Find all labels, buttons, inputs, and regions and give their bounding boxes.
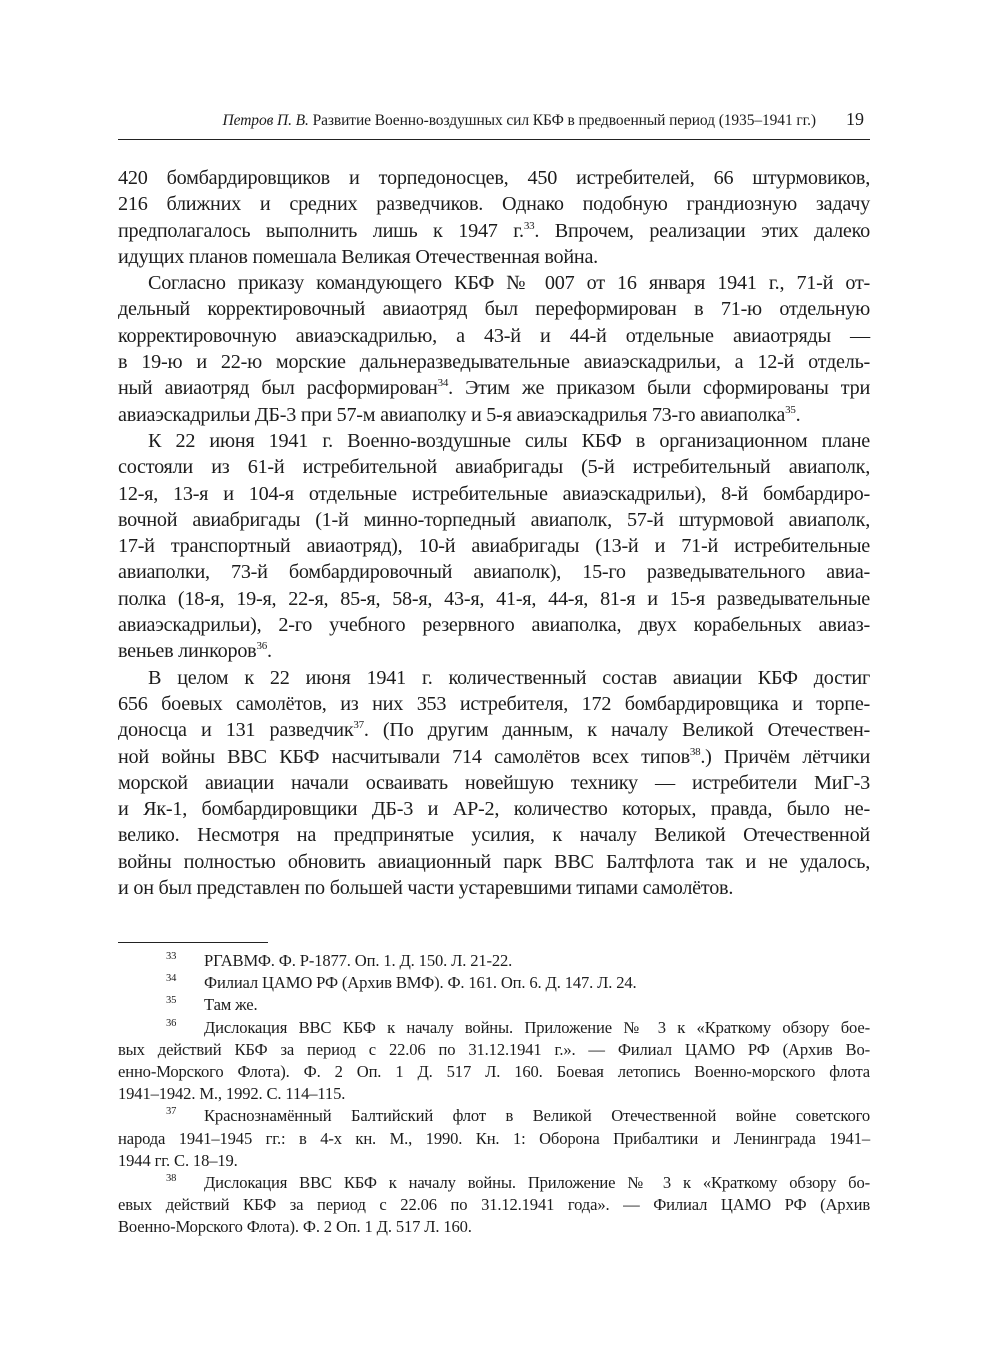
footnote-text-line: народа 1941–1945 гг.: в 4-х кн. М., 1990. Кн. 1: Оборона Прибалтики и Ленинграда 1941– (118, 1128, 870, 1148)
text-line: авиаполки, 73-й бомбардировочный авиаполк), 15-го разведывательного авиа- (118, 561, 870, 584)
text-line: идущих планов помешала Великая Отечественная война. (118, 245, 598, 268)
text-line: полка (18-я, 19-я, 22-я, 85-я, 58-я, 43-я, 41-я, 44-я, 81-я и 15-я разведывательные (118, 587, 870, 610)
text-segment: .) Причём лётчики (700, 745, 870, 768)
footnote (118, 994, 870, 1016)
footnote-text-line: Краснознамённый Балтийский флот в Великой Отечественной войне советского (204, 1106, 870, 1126)
text-line: дельный корректировочный авиаотряд был переформирован в 71-ю отдельную (118, 298, 870, 321)
text-line: В целом к 22 июня 1941 г. количественный состав авиации КБФ достиг (148, 666, 870, 689)
text-line: в 19-ю и 22-ю морские дальнеразведывательные авиаэскадрильи, а 12-й отдель- (118, 351, 870, 374)
footnote-number: 33 (166, 951, 177, 962)
main-text (118, 165, 870, 901)
footnote (118, 1172, 870, 1239)
text-line: 656 боевых самолётов, из них 353 истребителя, 172 бомбардировщика и торпе- (118, 692, 870, 715)
footnote-line (118, 1172, 870, 1194)
text-line: К 22 июня 1941 г. Военно-воздушные силы КБФ в организационном плане (148, 429, 870, 452)
text-segment: . (795, 403, 801, 426)
footnote-line (118, 1017, 870, 1039)
text-segment: . (По другим данным, к началу Великой Отечествен- (363, 719, 871, 742)
text-line: морской авиации начали осваивать новейшую технику — истребители МиГ-3 (118, 771, 870, 794)
header-author: Петров П. В. (222, 112, 309, 129)
text-line: 420 бомбардировщиков и торпедоносцев, 450 истребителей, 66 штурмовиков, (118, 167, 870, 189)
footnote-text-line: енно-Морского Флота). Ф. 2 Оп. 1 Д. 517 Л. 160. Боевая летопись Военно-морского флота (118, 1061, 870, 1081)
footnote-reference[interactable]: 34 (437, 377, 449, 390)
paragraph (118, 165, 870, 270)
running-header (118, 108, 870, 138)
text-segment: веньев линкоров (118, 640, 257, 663)
text-segment: ный авиаотряд был расформирован (118, 377, 438, 400)
text-line: 12-я, 13-я и 104-я отдельные истребительные авиаэскадрильи), 8-й бомбардиро- (118, 482, 870, 505)
text-line (118, 744, 870, 770)
footnote-text-line: 1944 гг. С. 18–19. (118, 1150, 238, 1170)
text-segment: . (266, 640, 272, 663)
footnote-text-line: Военно-Морского Флота). Ф. 2 Оп. 1 Д. 517 Л. 160. (118, 1217, 472, 1237)
footnotes (118, 950, 870, 1238)
footnote-number: 34 (166, 973, 177, 985)
text-line: и он был представлен по большей части устаревшими типами самолётов. (118, 877, 734, 900)
text-line: вочной авиабригады (1-й минно-торпедный авиаполк, 57-й штурмовой авиаполк, (118, 508, 870, 531)
paragraph (118, 428, 870, 665)
text-line (118, 375, 870, 401)
text-line: и Як-1, бомбардировщики ДБ-3 и АР-2, количество которых, правда, было не- (118, 798, 870, 821)
footnote-number: 38 (166, 1172, 177, 1184)
footnote-number: 37 (166, 1106, 177, 1118)
text-line: 216 ближних и средних разведчиков. Однако подобную грандиозную задачу (118, 193, 870, 216)
text-line: авиаэскадрильи), 2-го учебного резервного авиаполка, двух корабельных авиаз- (118, 614, 870, 637)
text-segment: . Этим же приказом были сформированы три (448, 377, 870, 400)
text-line: состояли из 61-й истребительной авиабригады (5-й истребительный авиаполк, (118, 456, 870, 479)
footnote-text-line: евых действий КБФ за период с 22.06 по 31.12.1941 года». — Филиал ЦАМО РФ (Архив (118, 1195, 870, 1215)
text-segment: . Впрочем, реализации этих далеко (534, 219, 870, 242)
header-rule (118, 139, 870, 140)
footnote-number: 36 (166, 1017, 177, 1029)
paragraph (118, 270, 870, 428)
footnote-reference[interactable]: 38 (689, 745, 701, 758)
footnote (118, 950, 870, 972)
text-segment: доносца и 131 разведчик (118, 719, 354, 742)
footnote-text-line: РГАВМФ. Ф. Р-1877. Оп. 1. Д. 150. Л. 21-22. (204, 951, 513, 970)
footnote-reference[interactable]: 36 (256, 640, 267, 653)
footnote (118, 1017, 870, 1106)
text-line: 17-й транспортный авиаотряд), 10-й авиабригады (13-й и 71-й истребительные (118, 535, 870, 558)
footnote-line (118, 972, 870, 994)
page-number: 19 (846, 109, 864, 129)
footnote-line (118, 1105, 870, 1127)
footnote-line (118, 950, 870, 972)
text-segment: ной войны ВВС КБФ насчитывали 714 самолётов всех типов (118, 745, 690, 768)
text-line: корректировочную авиаэскадрилью, а 43-й и 44-й отдельные авиаотряды — (118, 324, 870, 347)
footnote-text-line: 1941–1942. М., 1992. С. 114–115. (118, 1084, 346, 1104)
footnote-text-line: вых действий КБФ за период с 22.06 по 31.12.1941 г.». — Филиал ЦАМО РФ (Архив Во- (118, 1039, 870, 1059)
footnote-reference[interactable]: 35 (785, 403, 796, 416)
footnote (118, 972, 870, 994)
header-article-title: Развитие Военно-воздушных сил КБФ в предвоенный период (1935–1941 гг.) (308, 112, 816, 129)
footnote-reference[interactable]: 37 (353, 719, 364, 732)
text-line (118, 218, 870, 244)
footnote-text-line: Дислокация ВВС КБФ к началу войны. Приложение № 3 к «Краткому обзору бое- (204, 1017, 870, 1037)
running-header-title (223, 112, 816, 130)
text-segment: предполагалось выполнить лишь к 1947 г. (118, 219, 524, 242)
footnote-text-line: Филиал ЦАМО РФ (Архив ВМФ). Ф. 161. Оп. 6. Д. 147. Л. 24. (204, 973, 637, 993)
footnote (118, 1105, 870, 1172)
text-line: велико. Несмотря на предпринятые усилия, к началу Великой Отечественной (118, 824, 870, 847)
footnote-text-line: Там же. (204, 995, 258, 1015)
text-line: Согласно приказу командующего КБФ № 007 от 16 января 1941 г., 71-й от- (148, 272, 870, 295)
text-line: войны полностью обновить авиационный парк ВВС Балтфлота так и не удалось, (118, 850, 870, 873)
text-line (118, 638, 870, 664)
footnote-reference[interactable]: 33 (523, 219, 535, 232)
text-segment: авиаэскадрильи ДБ-3 при 57-м авиаполку и 5-я авиаэскадрилья 73-го авиаполка (118, 403, 786, 426)
footnote-separator (118, 942, 268, 943)
footnote-text-line: Дислокация ВВС КБФ к началу войны. Приложение № 3 к «Краткому обзору бо- (204, 1172, 870, 1192)
text-line (118, 402, 870, 428)
paragraph (118, 665, 870, 902)
text-line (118, 717, 870, 743)
footnote-line (118, 994, 870, 1016)
footnote-number: 35 (166, 995, 177, 1007)
